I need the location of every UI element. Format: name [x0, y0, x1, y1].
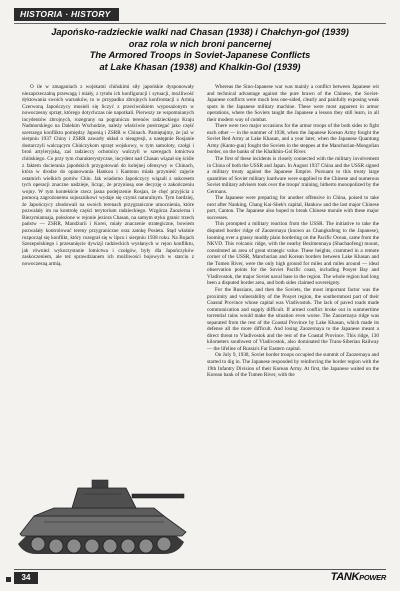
english-paragraph-5: This prompted a military reaction from the USSR. The initiative to take the disputed border ridge of Zaozernaya (known as Changkufeng to the Japanese), looming over a grassy muddy plain bordering on the Pacific Ocean, came from the NKVD. This volcanic ridge, with the nearby Bezimennaya (Shachaofeng) mount, constituted an area of great strategic value. These heights, crammed in a remote corner of the USSR, Manchurian and Korean borders between Lake Khasan and the Tumen River, were the only high ground for miles and miles around — ideal observation points for the Soviet Pacific coast, including Posyet Bay and Vladivostok, the major Soviet naval base in the region. The whole region had long been a disputed border area, and both sides claimed sovereignty.	[207, 221, 379, 287]
polish-column	[22, 84, 194, 464]
page-number: 34	[14, 572, 38, 584]
title-pl-line1: Japońsko-radzieckie walki nad Chasan (1938) i Chałchyn-goł (1939)	[51, 27, 349, 37]
logo-main: TANK	[330, 571, 360, 583]
title-en-line2: at Lake Khasan (1938) and Khalkin-Gol (1939)	[99, 61, 301, 72]
logo-sub: POWER	[359, 573, 386, 582]
title-en-line1: The Armored Troops in Soviet-Japanese Conflicts	[89, 50, 311, 61]
footer-rule	[14, 569, 386, 570]
page-marker	[6, 577, 11, 582]
english-paragraph-4: The Japanese were preparing for another offensive in China, poised to take next after Nanking, Chang Kai-Shek's capital, Hankow and the last major Chinese port, Canton. The Japanese also hoped to break Chinese morale with these major successes.	[207, 195, 379, 221]
section-tag: HISTORIA · HISTORY	[14, 8, 119, 21]
english-paragraph-6: For the Russians, and then the Soviets, the most important factor was the proximity and vulnerability of the Posyet region, the southernmost part of their Coastal Province whose capital was Vladivostok. The lack of paved roads made communication and supply difficult. If armed conflict broke out in summertime torrential rains would make the situation even worse. The Zaozernaya ridge was separated from the rest of the Coastal Province by Lake Khasan, which made its defense all the more difficult. And losing Zaozernaya to the Japanese meant a direct threat to Vladivostok and the rest of the Coastal Province. This ridge, 130 kilometers southwest of Vladivostok, also dominated the Trans-Siberian Railway — the lifeline of Russia's Far Eastern capital.	[207, 286, 379, 352]
magazine-logo	[331, 571, 386, 584]
article-titles	[10, 27, 390, 73]
english-paragraph-3: The first of these incidents is closely connected with the military involvement in China of both the USSR and Japan. In August 1937 China and the USSR signed a military treaty against the Japanese Empire. Pursuant to this treaty large quantities of Soviet military hardware were supplied to the Chinese and numerous Soviet military advisers took over the troops' training, hitherto monopolized by the Germans.	[207, 156, 379, 195]
title-pl-line2: oraz rola w nich broni pancernej	[128, 38, 272, 49]
english-paragraph-1: Whereas the Sino-Japanese war was mainly a conflict between Japanese wit and technical advantage against the pure brawn of the Chinese, the Soviet-Japanese conflicts were much less one-sided, clearly and painfully exposing weak spots in the Japanese military machine. These were most apparent in armor operations, where the Soviets taught the Japanese a lesson they still learn, in all their modern way of combat.	[207, 84, 379, 123]
english-paragraph-7: On July 9, 1938, Soviet border troops occupied the summit of Zaozernaya and started to dig in. The Japanese responded by reinforcing the border region with the 19th Infantry Division of their Korean Army. At first, the Japanese waited on the Korean bank of the Tumen River, with the	[207, 352, 379, 379]
english-paragraph-2: There were two major occasions for the armor troops of the both sides to fight each other — in the summer of 1938, when the Japanese Korean Army fought the Soviet Red Army at Lake Khasan, and a year later, when the Japanese Quantung Army (Kanto-gun) fought the Soviets in the steppes at the Manchurian-Mongolian border, on the banks of the Khalkhin-Gol River.	[207, 123, 379, 156]
header-rule	[14, 23, 386, 24]
english-column	[207, 84, 379, 379]
tank-illustration	[14, 470, 190, 558]
polish-paragraph: O ile w zmaganiach z wojskami chińskimi siły japońskie dysponowały niezaprzeczalną przewagą i miały, z tytułu ich konfiguracji i sytuacji, możliwość dyktowania swoich warunków, to w przypadku zbrojnych konfrontacji z Armią Czerwoną Japończycy musieli się liczyć z przeciwnikiem wyposażonym w nowoczesny sprzęt, którego dotychczas nie napotkali. Pierwszy ze wspomnianych incydentów zbrojnych, rozegrany na pograniczu terenów radzieckiego Kraju Nadmorskiego na Dalekim Wschodzie, należy właściwie postrzegać jako część szerszego konfliktu pomiędzy Japonią i ZSRR w Chinach. Pamiętajmy, że już w sierpniu 1937 Chiny i ZSRR zawarły układ o nieagresji, a następnie Rosjanie dostarczyli walczącym Chińczykom sprzęt wojskowy, w tym samoloty, czołgi i broń artyleryjską, zaś radzieccy ochotnicy walczyli w szeregach lotnictwa chińskiego. Co przy tym charakterystyczne, incydent nad Chasan wiązał się ściśle z faktem docierania japońskich przygotowań do kolejnej ofensywy w Chinach, która w drodze do opanowania Hankou i Kantonu miała przynieść zajęcie ostatnich wielkich portów Chin. Jak wiadomo Japończycy wiązali z sukcesem tych operacji znaczne nadzieje, licząc, że przyniosą one decyzję o zakończeniu wojny. W tym kontekście rzecz jasna podejrzenie Rosjan, że chęć przyjścia z pomocą zagrożonemu sojusznikowi wydaje się czymś naturalnym. Tym bardziej, że Japończycy zbudowali na swoich terenach przygraniczne umocnienia, które pozwalały im na kontrolę części terytorium radzieckiego. Wzgórza Zaozierna i Biezymiannaja, położone w rejonie jeziora Chasan, na samym styku granic trzech państw — ZSRR, Mandżurii i Korei, miały znaczenie strategiczne, bowiem pozwalały kontrolować tereny przygraniczne oraz zatokę Posieta. Stąd właśnie rozpoczął się konflikt, który rozegrał się w lipcu i sierpniu 1938 roku. Na Bojach Szezepolskiego i przesunięcie dywizji radzieckich wysłanych w rejon konfliktu, jak również wykorzystanie lotnictwa i czołgów, były dla Japończyków zaskoczeniem, ale też sprawdzianem ich możliwości bojowych w starciu z nowoczesną armią.	[22, 84, 194, 267]
